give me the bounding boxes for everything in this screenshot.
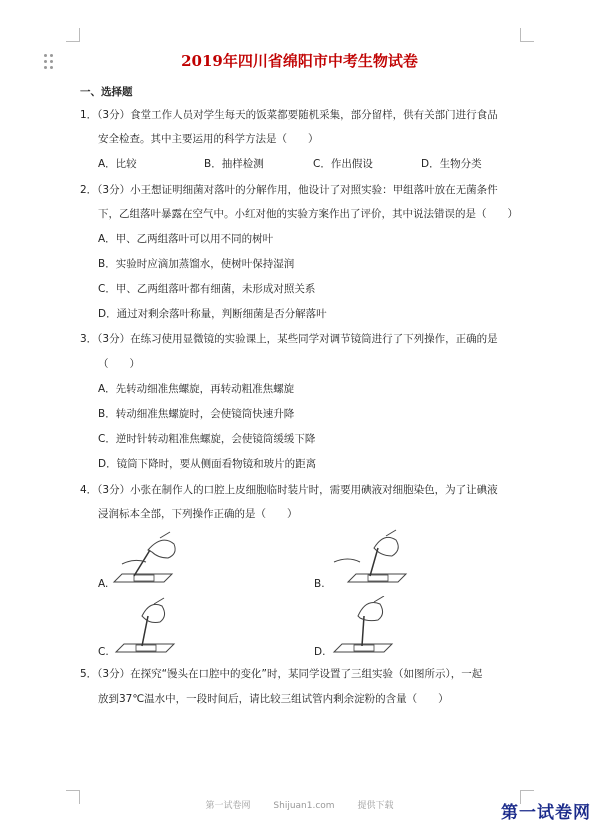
section-heading: 一、选择题 [80, 86, 133, 98]
q1-option-c: C．作出假设 [313, 158, 373, 170]
q4-figure-c [112, 596, 192, 656]
q1-option-d: D．生物分类 [421, 158, 482, 170]
q4-stem-line2: 浸润标本全部，下列操作正确的是（ ） [98, 508, 298, 520]
q4-label-a: A. [98, 578, 109, 590]
crop-mark-top-left [66, 28, 80, 42]
q4-stem-line1: 4．（3分）小张在制作人的口腔上皮细胞临时装片时，需要用碘液对细胞染色，为了让碘液 [80, 484, 498, 496]
q3-option-d: D．镜筒下降时，要从侧面看物镜和玻片的距离 [98, 458, 317, 470]
watermark-logo: 第一试卷网 [501, 803, 591, 823]
q4-label-c: C. [98, 646, 109, 658]
footer-site-url[interactable]: Shijuan1.com [273, 801, 335, 811]
q2-option-c: C．甲、乙两组落叶都有细菌，未形成对照关系 [98, 283, 316, 295]
crop-mark-top-right [520, 28, 534, 42]
q3-option-a: A．先转动细准焦螺旋，再转动粗准焦螺旋 [98, 383, 295, 395]
q3-option-b: B．转动细准焦螺旋时，会使镜筒快速升降 [98, 408, 295, 420]
q1-stem-line1: 1．（3分）食堂工作人员对学生每天的饭菜都要随机采集，部分留样，供有关部门进行食品 [80, 109, 498, 121]
document-title: 2019年四川省绵阳市中考生物试卷 [181, 52, 418, 70]
q4-figure-d [330, 596, 410, 656]
q2-option-d: D．通过对剩余落叶称量，判断细菌是否分解落叶 [98, 308, 327, 320]
q2-option-a: A．甲、乙两组落叶可以用不同的树叶 [98, 233, 274, 245]
q5-stem-line1: 5．（3分）在探究“馒头在口腔中的变化”时，某同学设置了三组实验（如图所示），一起 [80, 668, 483, 680]
q5-stem-line2: 放到37℃温水中，一段时间后，请比较三组试管内剩余淀粉的含量（ ） [98, 693, 449, 705]
q3-stem-line1: 3．（3分）在练习使用显微镜的实验课上，某些同学对调节镜筒进行了下列操作，正确的是 [80, 333, 498, 345]
q3-option-c: C．逆时针转动粗准焦螺旋，会使镜筒缓缓下降 [98, 433, 316, 445]
q2-stem-line1: 2．（3分）小王想证明细菌对落叶的分解作用，他设计了对照实验：甲组落叶放在无菌条件 [80, 184, 498, 196]
q2-option-b: B．实验时应滴加蒸馏水，使树叶保持湿润 [98, 258, 295, 270]
q4-figure-b [330, 528, 410, 588]
q1-option-a: A．比较 [98, 158, 137, 170]
q1-stem-line2: 安全检查。其中主要运用的科学方法是（ ） [98, 133, 319, 145]
q4-label-b: B. [314, 578, 325, 590]
q1-option-b: B．抽样检测 [204, 158, 264, 170]
q2-stem-line2: 下，乙组落叶暴露在空气中。小红对他的实验方案作出了评价，其中说法错误的是（ ） [98, 208, 518, 220]
footer-site-name: 第一试卷网 [205, 801, 251, 811]
q3-stem-line2: （ ） [98, 358, 140, 370]
q4-label-d: D. [314, 646, 326, 658]
footer-download-text: 提供下载 [357, 801, 394, 811]
q4-figure-a [112, 528, 192, 588]
